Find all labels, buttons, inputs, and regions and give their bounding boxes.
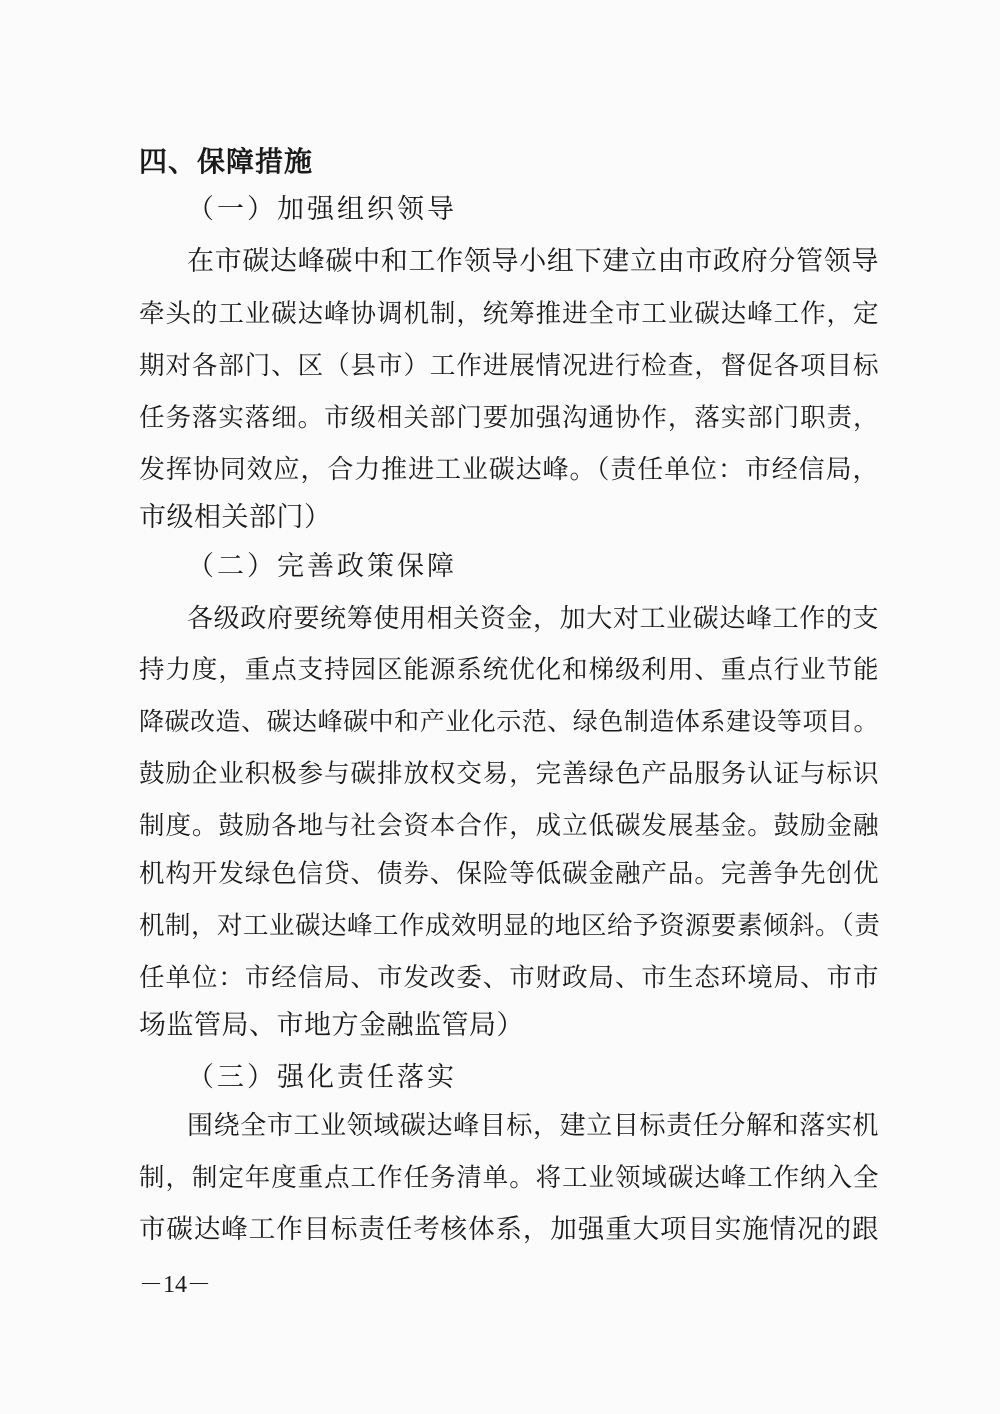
paragraph-line: 各级政府要统筹使用相关资金，加大对工业碳达峰工作的支 <box>187 604 879 634</box>
section-title: 四、保障措施 <box>139 145 314 178</box>
paragraph-line: 场监管局、市地方金融监管局） <box>139 1010 524 1041</box>
paragraph-line: 在市碳达峰碳中和工作领导小组下建立由市政府分管领导 <box>187 246 879 277</box>
paragraph-line: 降碳改造、碳达峰碳中和产业化示范、绿色制造体系建设等项目。 <box>139 707 879 736</box>
paragraph-line: 制，制定年度重点工作任务清单。将工业领域碳达峰工作纳入全 <box>139 1163 879 1193</box>
paragraph-line: 市级相关部门） <box>139 502 332 533</box>
subsection-heading-1: （一）加强组织领导 <box>187 194 457 225</box>
paragraph-line: 任务落实落细。市级相关部门要加强沟通协作，落实部门职责， <box>139 403 879 433</box>
paragraph-line: 制度。鼓励各地与社会资本合作，成立低碳发展基金。鼓励金融 <box>139 811 879 841</box>
paragraph-line: 机构开发绿色信贷、债券、保险等低碳金融产品。完善争先创优 <box>139 859 879 889</box>
paragraph-line: 任单位：市经信局、市发改委、市财政局、市生态环境局、市市 <box>139 963 879 993</box>
subsection-heading-2: （二）完善政策保障 <box>187 551 457 582</box>
paragraph-line: 期对各部门、区（县市）工作进展情况进行检查，督促各项目标 <box>139 351 879 381</box>
paragraph-line: 机制，对工业碳达峰工作成效明显的地区给予资源要素倾斜。（责 <box>139 911 881 941</box>
subsection-heading-3: （三）强化责任落实 <box>187 1062 457 1093</box>
paragraph-line: 持力度，重点支持园区能源系统优化和梯级利用、重点行业节能 <box>139 655 879 685</box>
paragraph-line: 围绕全市工业领域碳达峰目标，建立目标责任分解和落实机 <box>187 1111 879 1141</box>
page-number: －14－ <box>139 1272 211 1298</box>
paragraph-line: 鼓励企业积极参与碳排放权交易，完善绿色产品服务认证与标识 <box>139 759 879 789</box>
paragraph-line: 市碳达峰工作目标责任考核体系，加强重大项目实施情况的跟 <box>139 1214 879 1245</box>
paragraph-line: 牵头的工业碳达峰协调机制，统筹推进全市工业碳达峰工作，定 <box>139 299 879 329</box>
paragraph-line: 发挥协同效应，合力推进工业碳达峰。（责任单位：市经信局， <box>139 455 879 485</box>
